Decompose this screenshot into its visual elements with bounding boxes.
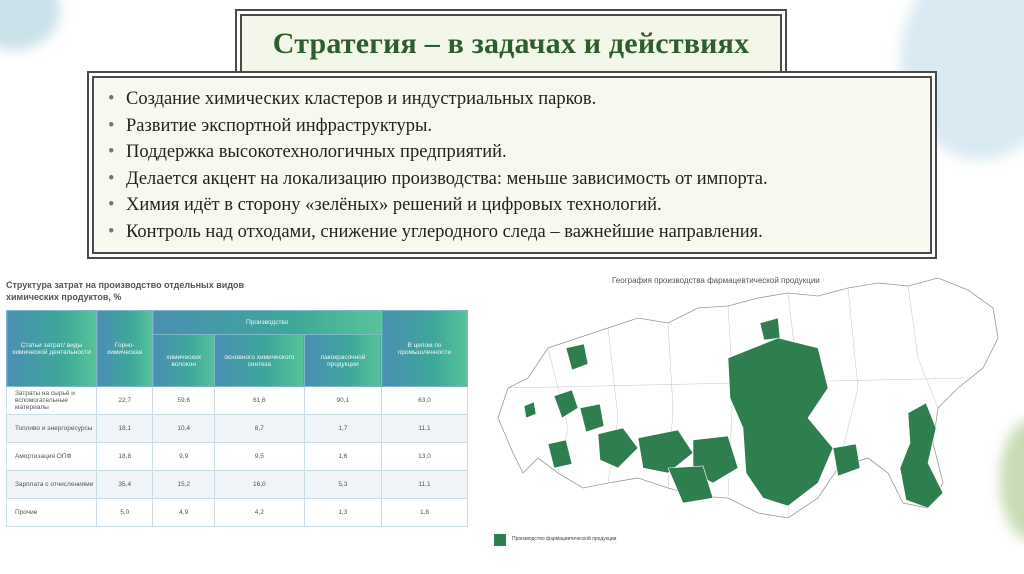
bullet-item: • Делается акцент на локализацию производства: меньше зависимость от импорта. (108, 166, 920, 193)
header-fibers: химических волокон (153, 335, 214, 387)
region-irkutsk (833, 444, 860, 476)
cell: 35,4 (97, 471, 153, 499)
row-label: Прочие (7, 499, 97, 527)
cell: 59,6 (153, 387, 214, 415)
cell: 61,6 (214, 387, 304, 415)
table-row (7, 499, 468, 527)
cell: 11,1 (382, 471, 468, 499)
cell: 1,7 (304, 415, 381, 443)
bullet-item: • Химия идёт в сторону «зелёных» решений и цифровых технологий. (108, 192, 920, 219)
slide-title: Стратегия – в задачах и действиях (272, 27, 750, 60)
cell: 9,5 (214, 443, 304, 471)
bullet-item: • Поддержка высокотехнологичных предприятий. (108, 139, 920, 166)
table-row (7, 471, 468, 499)
cell: 1,8 (382, 499, 468, 527)
legend-label: Производство фармацевтической продукции (512, 536, 617, 542)
header-mining: Горно-химическая (97, 311, 153, 387)
header-basic: основного химического синтеза (214, 335, 304, 387)
bullet-item: • Создание химических кластеров и индустриальных парков. (108, 86, 920, 113)
row-label: Зарплата с отчислениями (7, 471, 97, 499)
cell: 11,1 (382, 415, 468, 443)
cell: 1,3 (304, 499, 381, 527)
cell: 18,8 (97, 443, 153, 471)
cell: 5,0 (97, 499, 153, 527)
decor-top-left (0, 0, 60, 50)
cost-table (6, 310, 468, 527)
cell: 1,6 (304, 443, 381, 471)
cell: 13,0 (382, 443, 468, 471)
cell: 63,0 (382, 387, 468, 415)
cell: 16,0 (214, 471, 304, 499)
header-production: Производство (153, 311, 382, 335)
table-row (7, 387, 468, 415)
cell: 9,9 (153, 443, 214, 471)
cell: 90,1 (304, 387, 381, 415)
cell: 5,3 (304, 471, 381, 499)
cell: 22,7 (97, 387, 153, 415)
bullet-list (108, 86, 920, 245)
header-paints: лакокрасочной продукции (304, 335, 381, 387)
cell: 15,2 (153, 471, 214, 499)
cell: 4,9 (153, 499, 214, 527)
cell: 8,7 (214, 415, 304, 443)
bullet-item: • Развитие экспортной инфраструктуры. (108, 113, 920, 140)
cost-table-title: Структура затрат на производство отдельных видов химических продуктов, % (6, 280, 245, 302)
map-title: География производства фармацевтической продукции (612, 276, 820, 285)
table-row (7, 443, 468, 471)
cell: 18,1 (97, 415, 153, 443)
cell: 4,2 (214, 499, 304, 527)
russia-pharma-map (488, 268, 1008, 530)
bullets-box (92, 76, 932, 254)
row-label: Затраты на сырьё и вспомогательные материалы (7, 387, 97, 415)
table-row (7, 415, 468, 443)
row-label: Амортизация ОПФ (7, 443, 97, 471)
row-label: Топливо и энергоресурсы (7, 415, 97, 443)
title-box (240, 14, 782, 74)
bullet-item: • Контроль над отходами, снижение углеродного следа – важнейшие направления. (108, 219, 920, 246)
cell: 10,4 (153, 415, 214, 443)
header-total: В целом по промышленности (382, 311, 468, 387)
header-items: Статьи затрат/ виды химической деятельности (7, 311, 97, 387)
legend-swatch (494, 534, 506, 546)
